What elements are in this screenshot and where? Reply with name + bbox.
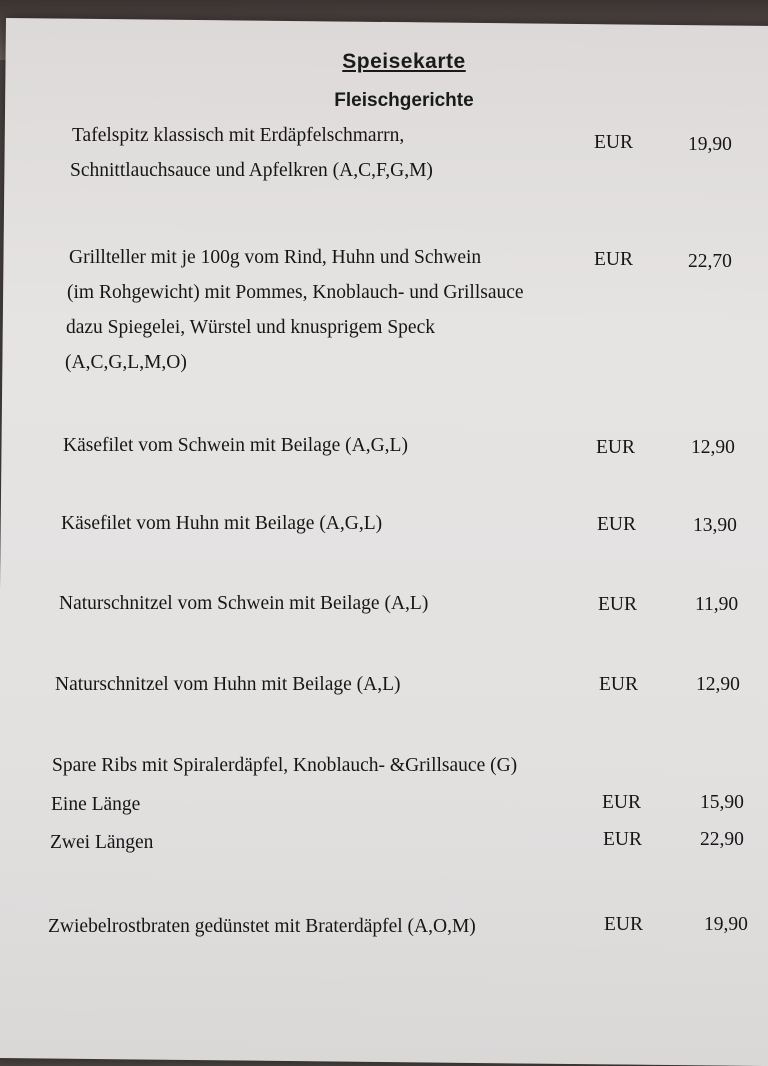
item-description-line: Tafelspitz klassisch mit Erdäpfelschmarrn, (72, 125, 405, 146)
item-description-line: Naturschnitzel vom Schwein mit Beilage (A,L) (59, 593, 429, 614)
item-price: 12,90 (696, 674, 740, 695)
page-title: Speisekarte (342, 50, 466, 73)
item-description-line: (A,C,G,L,M,O) (65, 352, 187, 373)
item-price: 19,90 (688, 134, 732, 155)
item-description-line: dazu Spiegelei, Würstel und knusprigem Speck (66, 317, 435, 338)
spare-ribs-option-label: Zwei Längen (50, 832, 154, 853)
item-price: 19,90 (704, 914, 748, 935)
item-price: 15,90 (700, 792, 744, 813)
item-currency: EUR (599, 674, 638, 695)
item-description-line: Grillteller mit je 100g vom Rind, Huhn und Schwein (69, 247, 482, 268)
item-description-line: Zwiebelrostbraten gedünstet mit Braterdäpfel (A,O,M) (48, 916, 476, 937)
item-description-line: (im Rohgewicht) mit Pommes, Knoblauch- und Grillsauce (67, 282, 524, 303)
item-currency: EUR (598, 594, 637, 615)
item-price: 13,90 (693, 515, 737, 536)
spare-ribs-heading: Spare Ribs mit Spiralerdäpfel, Knoblauch- &Grillsauce (G) (52, 755, 518, 776)
item-description-line: Schnittlauchsauce und Apfelkren (A,C,F,G,M) (70, 160, 433, 181)
item-currency: EUR (596, 437, 635, 458)
item-currency: EUR (604, 914, 643, 935)
item-price: 12,90 (691, 437, 735, 458)
item-description-line: Käsefilet vom Huhn mit Beilage (A,G,L) (61, 513, 383, 534)
section-title: Fleischgerichte (334, 90, 474, 111)
item-currency: EUR (602, 792, 641, 813)
item-price: 22,90 (700, 829, 744, 850)
item-description-line: Naturschnitzel vom Huhn mit Beilage (A,L) (55, 674, 401, 695)
item-currency: EUR (597, 514, 636, 535)
item-currency: EUR (594, 132, 633, 153)
item-currency: EUR (603, 829, 642, 850)
item-price: 22,70 (688, 251, 732, 272)
item-description-line: Käsefilet vom Schwein mit Beilage (A,G,L) (63, 435, 408, 456)
item-currency: EUR (594, 249, 633, 270)
spare-ribs-option-label: Eine Länge (51, 794, 141, 815)
item-price: 11,90 (695, 594, 739, 615)
